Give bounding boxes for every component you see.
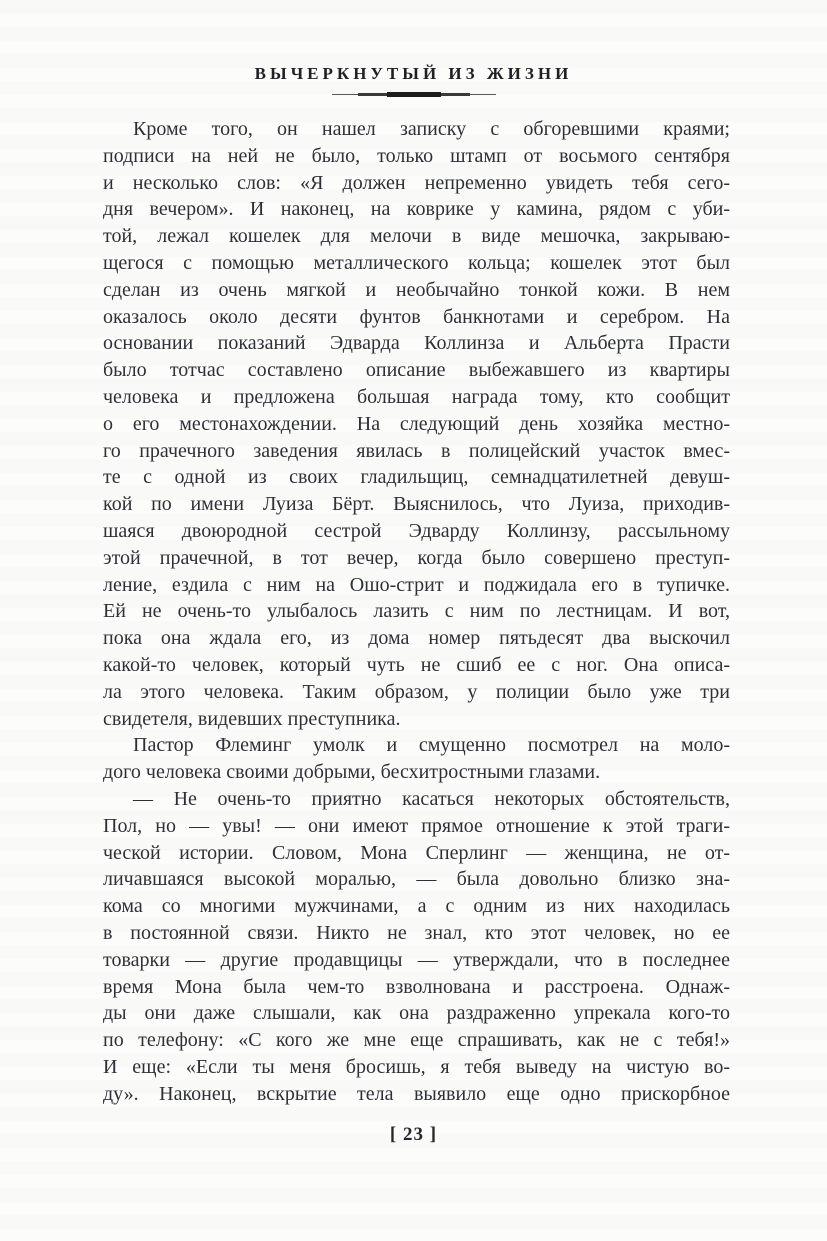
text-line: той, лежал кошелек для мелочи в виде мешочка, закрываю- (103, 225, 730, 248)
text-line: ла этого человека. Таким образом, у полиции было уже три (103, 680, 730, 703)
page-number: [ 23 ] (389, 1124, 438, 1145)
text-line: го прачечного заведения явилась в полицейский участок вмес- (103, 439, 730, 462)
paragraph (103, 732, 730, 786)
text-line: человека и предложена большая награда тому, кто сообщит (103, 385, 730, 408)
text-line: сделан из очень мягкой и необычайно тонкой кожи. В нем (103, 278, 730, 301)
text-line: и несколько слов: «Я должен непременно увидеть тебя сего- (103, 171, 730, 194)
text-line: оказалось около десяти фунтов банкнотами и серебром. На (103, 305, 730, 328)
text-line: — Не очень-то приятно касаться некоторых обстоятельств, (133, 787, 730, 810)
text-line: ческой истории. Словом, Мона Сперлинг — женщина, не от- (103, 841, 730, 864)
text-line: кома со многими мужчинами, а с одним из них находилась (103, 895, 730, 918)
text-line: те с одной из своих гладильщиц, семнадцатилетней девуш- (103, 466, 730, 489)
text-line: основании показаний Эдварда Коллинза и Альберта Прасти (103, 332, 730, 355)
text-line: щегося с помощью металлического кольца; кошелек этот был (103, 251, 730, 274)
text-line: подписи на ней не было, только штамп от восьмого сентября (103, 144, 730, 167)
text-line: время Мона была чем-то взволнована и расстроена. Однаж- (103, 975, 730, 998)
text-line: по телефону: «С кого же мне еще спрашивать, как не с тебя!» (103, 1029, 730, 1052)
paragraph (103, 116, 730, 732)
text-line: кой по имени Луиза Бёрт. Выяснилось, что Луиза, приходив- (103, 493, 730, 516)
paragraph (103, 786, 730, 1108)
page-header (0, 64, 827, 98)
text-line: Пол, но — увы! — они имеют прямое отношение к этой траги- (103, 814, 730, 837)
text-line: ление, ездила с ним на Ошо-стрит и поджидала его в тупичке. (103, 573, 730, 596)
text-block (103, 116, 730, 1107)
text-line: пока она ждала его, из дома номер пятьдесят два выскочил (103, 627, 730, 650)
text-line: в постоянной связи. Никто не знал, кто этот человек, но ее (103, 921, 730, 944)
text-line: о его местонахождении. На следующий день хозяйка местно- (103, 412, 730, 435)
text-line: дня вечером». И наконец, на коврике у камина, рядом с уби- (103, 198, 730, 221)
text-line: И еще: «Если ты меня бросишь, я тебя выведу на чистую во- (103, 1055, 730, 1078)
text-line: ду». Наконец, вскрытие тела выявило еще одно прискорбное (103, 1082, 730, 1105)
text-line: Ей не очень-то улыбалось лазить с ним по лестницам. И вот, (103, 600, 730, 623)
text-line: какой-то человек, который чуть не сшиб ее с ног. Она описа- (103, 653, 730, 676)
running-title: ВЫЧЕРКНУТЫЙ ИЗ ЖИЗНИ (254, 64, 573, 83)
text-line: шаяся двоюродной сестрой Эдварду Коллинзу, рассыльному (103, 519, 730, 542)
text-line: Кроме того, он нашел записку с обгоревшими краями; (133, 118, 730, 140)
text-line: свидетеля, видевших преступника. (103, 707, 401, 730)
divider-core-line (387, 92, 441, 97)
text-line: Пастор Флеминг умолк и смущенно посмотрел на моло- (133, 734, 730, 757)
text-line: было тотчас составлено описание выбежавшего из квартиры (103, 359, 730, 382)
text-line: товарки — другие продавщицы — утверждали, что в последнее (103, 948, 730, 971)
text-line: дого человека своими добрыми, бесхитростными глазами. (103, 761, 601, 784)
text-line: личавшаяся высокой моралью, — была довольно близко зна- (103, 868, 730, 891)
text-line: ды они даже слышали, как она раздраженно упрекала кого-то (103, 1002, 730, 1025)
header-divider-ornament (332, 92, 496, 98)
text-line: этой прачечной, в тот вечер, когда было совершено преступ- (103, 546, 730, 569)
